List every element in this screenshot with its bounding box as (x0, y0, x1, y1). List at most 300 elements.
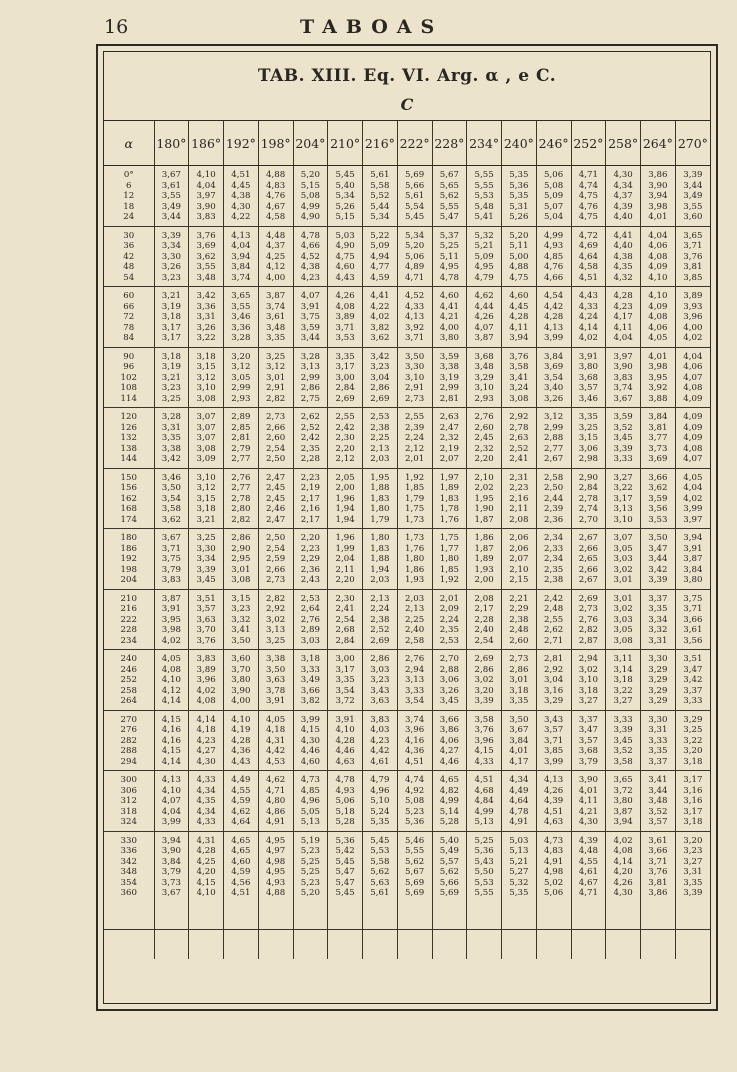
cell-value: 3,84 (648, 412, 668, 422)
cell-value: 3,83 (196, 654, 216, 664)
cell-value: 2,13 (370, 593, 390, 604)
cell-value: 3,50 (405, 351, 425, 362)
column-header: 234° (467, 121, 502, 166)
cell-value: 4,48 (266, 230, 286, 241)
value-cell (606, 771, 641, 832)
cell-value: 3,55 (231, 301, 251, 312)
cell-value: 5,66 (405, 180, 425, 191)
cell-value: 2,73 (266, 575, 286, 586)
cell-value: 4,28 (544, 312, 564, 323)
cell-value: 1,85 (405, 483, 425, 494)
cell-value: 3,18 (196, 351, 216, 362)
value-cell (154, 529, 189, 590)
cell-value: 18 (123, 201, 135, 212)
cell-value: 4,58 (578, 262, 598, 273)
value-cell (432, 710, 467, 771)
cell-value: 2,12 (335, 454, 355, 465)
cell-value: 3,50 (648, 533, 668, 543)
cell-value: 4,68 (474, 785, 494, 796)
cell-value: 4,60 (300, 756, 320, 767)
cell-value: 4,85 (300, 785, 320, 796)
cell-value: 4,08 (683, 443, 703, 454)
cell-value: 2,46 (266, 504, 286, 515)
value-cell (536, 347, 571, 408)
cell-value: 324 (120, 817, 137, 828)
value-cell (467, 347, 502, 408)
cell-value: 3,63 (266, 675, 286, 686)
cell-value: 4,23 (370, 735, 390, 746)
cell-value: 3,66 (683, 614, 703, 625)
cell-value: 264 (120, 696, 137, 707)
cell-value: 3,31 (161, 422, 181, 433)
cell-value: 3,56 (648, 504, 668, 515)
cell-value: 5,26 (509, 212, 529, 223)
cell-value: 3,28 (300, 351, 320, 362)
cell-value: 4,08 (648, 312, 668, 323)
cell-value: 3,18 (613, 675, 633, 686)
cell-value: 2,10 (509, 564, 529, 575)
value-cell (293, 650, 328, 711)
cell-value: 3,35 (335, 351, 355, 362)
cell-value: 3,12 (544, 412, 564, 422)
cell-value: 5,54 (405, 201, 425, 212)
cell-value: 3,76 (474, 725, 494, 736)
cell-value: 4,28 (231, 735, 251, 746)
cell-value: 3,03 (613, 614, 633, 625)
cell-value: 4,32 (613, 272, 633, 283)
cell-value: 5,34 (370, 212, 390, 223)
cell-value: 4,64 (509, 796, 529, 807)
cell-value: 3,62 (161, 514, 181, 525)
cell-value: 3,83 (613, 372, 633, 383)
cell-value: 4,01 (648, 351, 668, 362)
cell-value: 3,41 (231, 625, 251, 636)
value-cell (641, 287, 676, 348)
cell-value: 3,26 (544, 393, 564, 404)
cell-value: 3,91 (578, 351, 598, 362)
cell-value: 4,01 (648, 212, 668, 223)
cell-value: 4,35 (196, 796, 216, 807)
cell-value: 3,55 (196, 262, 216, 273)
cell-value: 3,59 (300, 322, 320, 333)
cell-value: 3,00 (335, 654, 355, 664)
table-row (104, 166, 710, 227)
value-cell (397, 287, 432, 348)
cell-value: 3,70 (231, 664, 251, 675)
cell-value: 2,50 (266, 454, 286, 465)
cell-value: 4,64 (231, 817, 251, 828)
cell-value: 4,02 (196, 685, 216, 696)
value-cell (363, 771, 398, 832)
argument-cell (104, 287, 154, 348)
cell-value: 4,30 (578, 817, 598, 828)
cell-value: 2,41 (335, 604, 355, 615)
cell-value: 3,01 (266, 372, 286, 383)
cell-value: 2,73 (405, 393, 425, 404)
cell-value: 4,99 (300, 201, 320, 212)
cell-value: 3,18 (161, 351, 181, 362)
value-cell (328, 831, 363, 929)
cell-value: 3,10 (613, 514, 633, 525)
cell-value: 3,08 (231, 575, 251, 586)
cell-value: 4,16 (161, 725, 181, 736)
cell-value: 5,58 (370, 856, 390, 867)
cell-value: 4,64 (578, 251, 598, 262)
cell-value: 3,83 (161, 575, 181, 586)
value-cell (432, 771, 467, 832)
cell-value: 2,54 (266, 443, 286, 454)
cell-value: 3,53 (335, 333, 355, 344)
cell-value: 2,07 (509, 554, 529, 565)
cell-value: 4,43 (335, 272, 355, 283)
cell-value: 3,08 (196, 443, 216, 454)
cell-value: 36 (123, 241, 135, 252)
cell-value: 2,84 (578, 483, 598, 494)
cell-value: 4,46 (300, 746, 320, 757)
cell-value: 4,34 (509, 775, 529, 785)
cell-value: 3,22 (613, 685, 633, 696)
empty-cell (536, 929, 571, 959)
cell-value: 4,53 (266, 756, 286, 767)
cell-value: 3,90 (648, 180, 668, 191)
value-cell (293, 771, 328, 832)
cell-value: 2,62 (300, 412, 320, 422)
cell-value: 4,07 (683, 454, 703, 465)
cell-value: 3,83 (196, 212, 216, 223)
cell-value: 5,21 (509, 856, 529, 867)
cell-value: 5,08 (405, 796, 425, 807)
value-cell (432, 166, 467, 227)
cell-value: 5,08 (544, 180, 564, 191)
cell-value: 3,42 (370, 351, 390, 362)
cell-value: 2,52 (300, 422, 320, 433)
value-cell (224, 166, 259, 227)
cell-value: 2,93 (474, 393, 494, 404)
cell-value: 2,77 (231, 483, 251, 494)
cell-value: 5,15 (335, 212, 355, 223)
cell-value: 4,22 (370, 301, 390, 312)
cell-value: 162 (120, 493, 137, 504)
value-cell (293, 347, 328, 408)
cell-value: 5,47 (335, 867, 355, 878)
cell-value: 1,96 (335, 493, 355, 504)
cell-value: 1,77 (439, 543, 459, 554)
cell-value: 2,05 (335, 472, 355, 483)
cell-value: 3,68 (578, 372, 598, 383)
cell-value: 1,80 (405, 554, 425, 565)
cell-value: 4,59 (370, 272, 390, 283)
cell-value: 3,34 (161, 241, 181, 252)
cell-value: 5,07 (544, 201, 564, 212)
cell-value: 3,76 (196, 635, 216, 646)
cell-value: 4,98 (544, 867, 564, 878)
cell-value: 2,35 (300, 443, 320, 454)
cell-value: 4,11 (509, 322, 529, 333)
cell-value: 2,17 (300, 493, 320, 504)
cell-value: 4,40 (613, 241, 633, 252)
cell-value: 4,30 (613, 170, 633, 180)
cell-value: 3,10 (196, 383, 216, 394)
cell-value: 4,79 (370, 775, 390, 785)
cell-value: 2,28 (300, 454, 320, 465)
cell-value: 2,66 (578, 543, 598, 554)
cell-value: 3,13 (405, 675, 425, 686)
cell-value: 3,21 (161, 372, 181, 383)
table-title: TAB. XIII. Eq. VI. Arg. α , e C. (257, 66, 557, 86)
table-row (104, 287, 710, 348)
empty-cell (154, 929, 189, 959)
cell-value: 2,11 (335, 564, 355, 575)
cell-value: 3,52 (648, 806, 668, 817)
cell-value: 2,86 (474, 664, 494, 675)
value-cell (571, 831, 606, 929)
cell-value: 4,43 (578, 291, 598, 301)
value-cell (606, 710, 641, 771)
cell-value: 3,29 (474, 372, 494, 383)
cell-value: 12 (123, 191, 135, 202)
cell-value: 5,66 (439, 877, 459, 888)
cell-value: 2,15 (509, 575, 529, 586)
cell-value: 5,10 (370, 796, 390, 807)
cell-value: 4,12 (161, 685, 181, 696)
cell-value: 5,20 (405, 241, 425, 252)
value-cell (154, 831, 189, 929)
cell-value: 3,47 (648, 543, 668, 554)
value-cell (641, 468, 676, 529)
cell-value: 2,89 (300, 625, 320, 636)
cell-value: 3,80 (613, 796, 633, 807)
table-row (104, 226, 710, 287)
cell-value: 3,84 (683, 564, 703, 575)
value-cell (536, 710, 571, 771)
cell-value: 2,59 (266, 554, 286, 565)
cell-value: 4,06 (683, 362, 703, 373)
cell-value: 5,58 (370, 180, 390, 191)
cell-value: 3,19 (439, 372, 459, 383)
value-cell (189, 347, 224, 408)
cell-value: 3,85 (683, 272, 703, 283)
value-cell (641, 226, 676, 287)
cell-value: 4,22 (231, 212, 251, 223)
cell-value: 4,43 (231, 756, 251, 767)
cell-value: 4,38 (231, 191, 251, 202)
cell-value: 3,36 (231, 322, 251, 333)
cell-value: 3,34 (196, 554, 216, 565)
argument-cell (104, 166, 154, 227)
cell-value: 2,08 (509, 514, 529, 525)
cell-value: 3,59 (439, 351, 459, 362)
cell-value: 2,69 (335, 393, 355, 404)
cell-value: 4,05 (161, 654, 181, 664)
cell-value: 4,91 (544, 856, 564, 867)
column-header: 246° (536, 121, 571, 166)
value-cell (224, 650, 259, 711)
cell-value: 5,14 (439, 806, 459, 817)
value-cell (675, 408, 710, 469)
cell-value: 3,25 (266, 635, 286, 646)
value-cell (641, 771, 676, 832)
cell-value: 3,46 (578, 393, 598, 404)
cell-value: 5,03 (509, 835, 529, 846)
value-cell (467, 589, 502, 650)
value-cell (641, 408, 676, 469)
cell-value: 2,76 (474, 412, 494, 422)
cell-value: 4,07 (161, 796, 181, 807)
cell-value: 2,71 (544, 635, 564, 646)
cell-value: 2,66 (266, 422, 286, 433)
cell-value: 2,48 (509, 625, 529, 636)
cell-value: 2,74 (578, 504, 598, 515)
cell-value: 4,01 (578, 785, 598, 796)
cell-value: 2,92 (544, 664, 564, 675)
cell-value: 4,82 (439, 785, 459, 796)
cell-value: 3,47 (578, 725, 598, 736)
cell-value: 3,92 (405, 322, 425, 333)
cell-value: 2,76 (231, 472, 251, 483)
value-cell (571, 408, 606, 469)
cell-value: 4,62 (231, 806, 251, 817)
cell-value: 3,07 (196, 422, 216, 433)
cell-value: 4,44 (474, 301, 494, 312)
cell-value: 3,72 (335, 696, 355, 707)
cell-value: 3,66 (648, 846, 668, 857)
cell-value: 5,55 (474, 888, 494, 899)
cell-value: 3,86 (648, 170, 668, 180)
cell-value: 4,56 (231, 877, 251, 888)
empty-cell (363, 929, 398, 959)
cell-value: 1,83 (370, 493, 390, 504)
cell-value: 3,33 (683, 696, 703, 707)
cell-value: 4,26 (474, 312, 494, 323)
cell-value: 360 (120, 888, 137, 899)
value-cell (467, 408, 502, 469)
cell-value: 4,06 (648, 241, 668, 252)
cell-value: 2,25 (405, 614, 425, 625)
value-cell (675, 166, 710, 227)
argument-cell (104, 408, 154, 469)
cell-value: 3,87 (613, 806, 633, 817)
value-cell (224, 589, 259, 650)
cell-value: 198 (120, 564, 137, 575)
cell-value: 3,09 (196, 454, 216, 465)
cell-value: 2,19 (300, 483, 320, 494)
cell-value: 5,36 (335, 835, 355, 846)
cell-value: 3,71 (544, 735, 564, 746)
cell-value: 3,12 (231, 362, 251, 373)
cell-value: 3,23 (161, 272, 181, 283)
cell-value: 2,81 (544, 654, 564, 664)
cell-value: 2,54 (474, 635, 494, 646)
cell-value: 4,34 (196, 806, 216, 817)
cell-value: 3,61 (648, 835, 668, 846)
cell-value: 3,28 (231, 333, 251, 344)
cell-value: 1,76 (405, 543, 425, 554)
cell-value: 2,17 (474, 604, 494, 615)
cell-value: 2,55 (405, 412, 425, 422)
cell-value: 3,13 (266, 625, 286, 636)
cell-value: 3,17 (161, 322, 181, 333)
cell-value: 4,30 (196, 756, 216, 767)
cell-value: 3,31 (648, 725, 668, 736)
cell-value: 2,60 (509, 635, 529, 646)
empty-cell (675, 929, 710, 959)
cell-value: 3,92 (648, 383, 668, 394)
cell-value: 3,57 (544, 725, 564, 736)
cell-value: 3,91 (335, 714, 355, 725)
cell-value: 4,83 (266, 180, 286, 191)
value-cell (502, 287, 537, 348)
cell-value: 3,04 (370, 372, 390, 383)
cell-value: 5,67 (439, 170, 459, 180)
cell-value: 4,20 (196, 867, 216, 878)
cell-value: 3,25 (683, 725, 703, 736)
value-cell (397, 650, 432, 711)
cell-value: 3,23 (231, 604, 251, 615)
cell-value: 348 (120, 867, 137, 878)
cell-value: 3,18 (196, 504, 216, 515)
value-cell (224, 287, 259, 348)
cell-value: 3,27 (613, 472, 633, 483)
cell-value: 54 (123, 272, 135, 283)
cell-value: 2,36 (544, 514, 564, 525)
header-row (104, 121, 710, 166)
value-cell (675, 831, 710, 929)
cell-value: 3,46 (161, 472, 181, 483)
cell-value: 252 (120, 675, 137, 686)
cell-value: 3,81 (683, 262, 703, 273)
cell-value: 3,44 (161, 212, 181, 223)
column-header: 210° (328, 121, 363, 166)
cell-value: 4,40 (613, 212, 633, 223)
cell-value: 3,29 (544, 696, 564, 707)
cell-value: 4,86 (266, 806, 286, 817)
value-cell (467, 166, 502, 227)
cell-value: 3,52 (613, 422, 633, 433)
cell-value: 2,82 (231, 514, 251, 525)
cell-value: 4,27 (439, 746, 459, 757)
cell-value: 4,48 (578, 846, 598, 857)
value-cell (432, 468, 467, 529)
cell-value: 3,29 (648, 696, 668, 707)
cell-value: 258 (120, 685, 137, 696)
cell-value: 2,58 (405, 635, 425, 646)
cell-value: 2,16 (509, 493, 529, 504)
cell-value: 4,72 (578, 230, 598, 241)
value-cell (467, 287, 502, 348)
cell-value: 3,73 (648, 443, 668, 454)
cell-value: 4,63 (544, 817, 564, 828)
cell-value: 3,39 (683, 170, 703, 180)
cell-value: 5,08 (300, 191, 320, 202)
value-cell (189, 529, 224, 590)
value-cell (363, 347, 398, 408)
value-cell (189, 771, 224, 832)
cell-value: 318 (120, 806, 137, 817)
cell-value: 4,84 (474, 796, 494, 807)
value-cell (258, 408, 293, 469)
cell-value: 3,02 (266, 614, 286, 625)
cell-value: 3,39 (613, 443, 633, 454)
cell-value: 5,53 (474, 191, 494, 202)
value-cell (154, 166, 189, 227)
cell-value: 5,35 (509, 170, 529, 180)
cell-value: 4,51 (544, 806, 564, 817)
cell-value: 3,96 (196, 675, 216, 686)
value-cell (397, 710, 432, 771)
cell-value: 2,52 (370, 625, 390, 636)
cell-value: 3,54 (405, 696, 425, 707)
cell-value: 3,54 (544, 372, 564, 383)
